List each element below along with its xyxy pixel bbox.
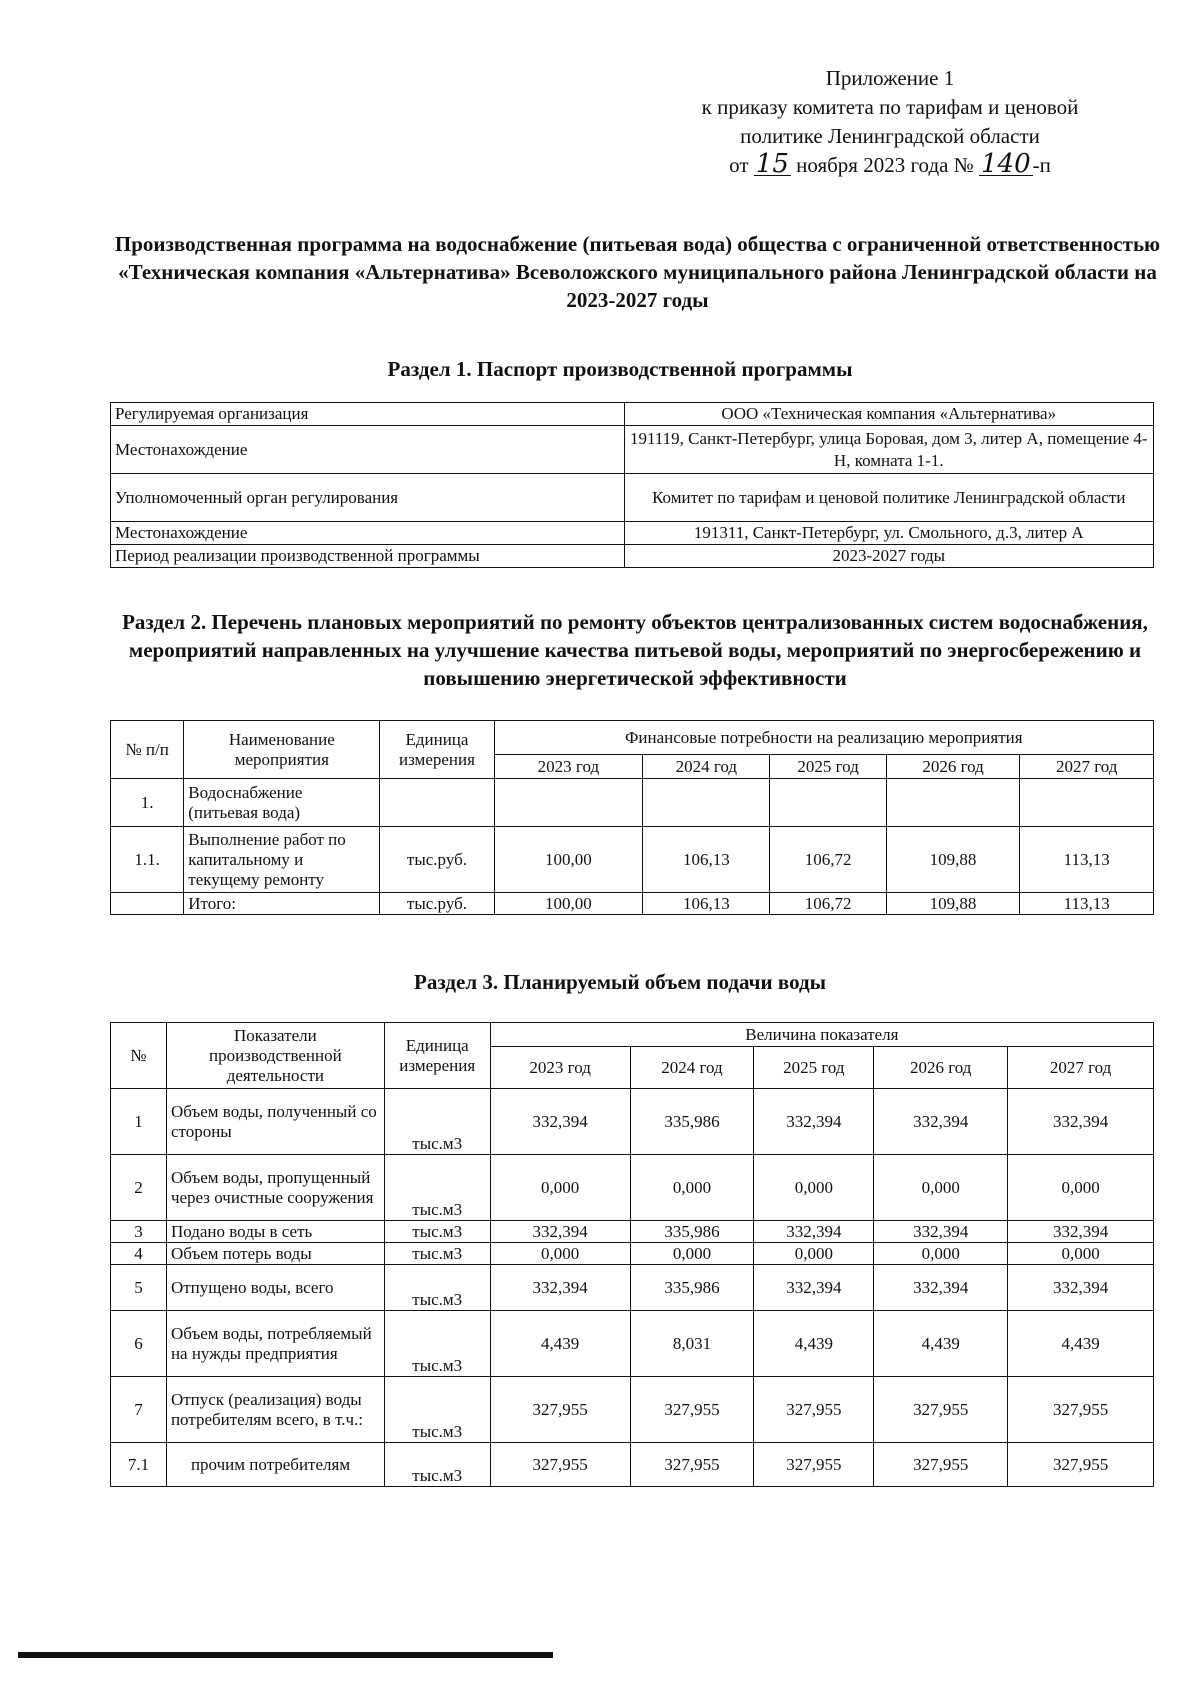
value-cell: 106,13 bbox=[643, 893, 770, 915]
unit-cell: тыс.м3 bbox=[384, 1243, 490, 1265]
unit-cell: тыс.м3 bbox=[384, 1265, 490, 1311]
value-cell: 332,394 bbox=[490, 1089, 630, 1155]
value-cell: 0,000 bbox=[490, 1155, 630, 1221]
value-cell: 332,394 bbox=[874, 1089, 1008, 1155]
value-cell: 327,955 bbox=[490, 1443, 630, 1487]
table-row bbox=[111, 1221, 1154, 1243]
year-header: 2026 год bbox=[874, 1047, 1008, 1089]
value-cell: 327,955 bbox=[874, 1377, 1008, 1443]
year-header: 2027 год bbox=[1020, 755, 1154, 779]
passport-row bbox=[111, 545, 1154, 568]
year-header: 2025 год bbox=[754, 1047, 874, 1089]
passport-label: Уполномоченный орган регулирования bbox=[111, 474, 625, 522]
value-cell: 4,439 bbox=[754, 1311, 874, 1377]
passport-value: 2023-2027 годы bbox=[624, 545, 1153, 568]
year-header: 2023 год bbox=[494, 755, 643, 779]
col-header-num: № bbox=[111, 1023, 167, 1089]
section-3-heading: Раздел 3. Планируемый объем подачи воды bbox=[414, 970, 826, 994]
value-cell: 335,986 bbox=[630, 1221, 754, 1243]
value-cell: 8,031 bbox=[630, 1311, 754, 1377]
row-number: 5 bbox=[111, 1265, 167, 1311]
appendix-line-2: к приказу комитета по тарифам и ценовой bbox=[701, 95, 1079, 119]
indicator-name: Объем потерь воды bbox=[166, 1243, 384, 1265]
year-header: 2027 год bbox=[1008, 1047, 1154, 1089]
value-cell bbox=[886, 779, 1020, 827]
value-cell: 327,955 bbox=[1008, 1377, 1154, 1443]
unit-cell: тыс.м3 bbox=[384, 1377, 490, 1443]
passport-row bbox=[111, 426, 1154, 474]
date-middle: ноября 2023 года № bbox=[796, 153, 974, 177]
value-cell: 327,955 bbox=[630, 1443, 754, 1487]
unit-cell: тыс.м3 bbox=[384, 1089, 490, 1155]
row-number: 2 bbox=[111, 1155, 167, 1221]
passport-row bbox=[111, 522, 1154, 545]
value-cell: 332,394 bbox=[874, 1265, 1008, 1311]
row-number: 6 bbox=[111, 1311, 167, 1377]
value-cell: 100,00 bbox=[494, 893, 643, 915]
value-cell: 327,955 bbox=[1008, 1443, 1154, 1487]
value-cell: 0,000 bbox=[490, 1243, 630, 1265]
row-number: 3 bbox=[111, 1221, 167, 1243]
value-cell: 4,439 bbox=[874, 1311, 1008, 1377]
passport-table bbox=[110, 402, 1154, 568]
indicator-name: Отпущено воды, всего bbox=[166, 1265, 384, 1311]
value-cell: 0,000 bbox=[1008, 1155, 1154, 1221]
passport-value: 191311, Санкт-Петербург, ул. Смольного, д.3, литер А bbox=[624, 522, 1153, 545]
value-cell: 327,955 bbox=[874, 1443, 1008, 1487]
passport-value: 191119, Санкт-Петербург, улица Боровая, дом 3, литер А, помещение 4-Н, комната 1-1. bbox=[624, 426, 1153, 474]
table-row bbox=[111, 1311, 1154, 1377]
number-suffix: -п bbox=[1032, 153, 1051, 177]
table-row bbox=[111, 779, 1154, 827]
col-header-name: Наименование мероприятия bbox=[184, 721, 380, 779]
year-header: 2025 год bbox=[770, 755, 886, 779]
value-cell: 106,13 bbox=[643, 827, 770, 893]
row-number: 7 bbox=[111, 1377, 167, 1443]
value-cell: 0,000 bbox=[874, 1243, 1008, 1265]
value-cell: 0,000 bbox=[1008, 1243, 1154, 1265]
indicator-name: Объем воды, потребляемый на нужды предприятия bbox=[166, 1311, 384, 1377]
row-number: 4 bbox=[111, 1243, 167, 1265]
water-supply-table bbox=[110, 1022, 1154, 1487]
table-row bbox=[111, 1265, 1154, 1311]
appendix-line-3: политике Ленинградской области bbox=[740, 124, 1040, 148]
appendix-line-1: Приложение 1 bbox=[825, 66, 955, 90]
passport-label: Период реализации производственной программы bbox=[111, 545, 625, 568]
order-date-line bbox=[640, 151, 1140, 180]
value-cell bbox=[770, 779, 886, 827]
scan-edge-bar bbox=[18, 1652, 553, 1658]
unit-cell: тыс.руб. bbox=[380, 893, 494, 915]
passport-label: Регулируемая организация bbox=[111, 403, 625, 426]
value-cell: 4,439 bbox=[490, 1311, 630, 1377]
unit-cell: тыс.м3 bbox=[384, 1311, 490, 1377]
col-header-financial: Финансовые потребности на реализацию мероприятия bbox=[494, 721, 1153, 755]
indicator-name: Объем воды, полученный со стороны bbox=[166, 1089, 384, 1155]
col-header-num: № п/п bbox=[111, 721, 184, 779]
value-cell: 327,955 bbox=[754, 1443, 874, 1487]
value-cell: 0,000 bbox=[630, 1155, 754, 1221]
value-cell: 327,955 bbox=[754, 1377, 874, 1443]
indicator-name: Подано воды в сеть bbox=[166, 1221, 384, 1243]
value-cell: 332,394 bbox=[754, 1221, 874, 1243]
value-cell: 332,394 bbox=[1008, 1265, 1154, 1311]
year-header: 2024 год bbox=[630, 1047, 754, 1089]
value-cell: 106,72 bbox=[770, 827, 886, 893]
value-cell: 332,394 bbox=[490, 1265, 630, 1311]
value-cell: 4,439 bbox=[1008, 1311, 1154, 1377]
year-header: 2024 год bbox=[643, 755, 770, 779]
passport-row bbox=[111, 474, 1154, 522]
unit-cell: тыс.м3 bbox=[384, 1155, 490, 1221]
activities-table bbox=[110, 720, 1154, 915]
passport-label: Местонахождение bbox=[111, 426, 625, 474]
passport-value: ООО «Техническая компания «Альтернатива» bbox=[624, 403, 1153, 426]
activity-name: Водоснабжение (питьевая вода) bbox=[184, 779, 380, 827]
value-cell: 327,955 bbox=[490, 1377, 630, 1443]
row-number bbox=[111, 893, 184, 915]
table-row bbox=[111, 1243, 1154, 1265]
passport-value: Комитет по тарифам и ценовой политике Ленинградской области bbox=[624, 474, 1153, 522]
col-header-unit: Единица измерения bbox=[384, 1023, 490, 1089]
value-cell: 0,000 bbox=[754, 1243, 874, 1265]
value-cell bbox=[1020, 779, 1154, 827]
value-cell: 332,394 bbox=[490, 1221, 630, 1243]
value-cell: 332,394 bbox=[754, 1089, 874, 1155]
col-header-value: Величина показателя bbox=[490, 1023, 1153, 1047]
indicator-name: прочим потребителям bbox=[166, 1443, 384, 1487]
section-2-heading: Раздел 2. Перечень плановых мероприятий по ремонту объектов централизованных систем водоснабжения, мероприятий направленных на улучшение качества питьевой воды, мероприятий по энергосбережению и повышению энергетической эффективности bbox=[122, 610, 1148, 690]
year-header: 2026 год bbox=[886, 755, 1020, 779]
col-header-indicator: Показатели производственной деятельности bbox=[166, 1023, 384, 1089]
value-cell: 0,000 bbox=[630, 1243, 754, 1265]
document-title: Производственная программа на водоснабжение (питьевая вода) общества с ограниченной ответственностью «Техническая компания «Альтернатива» Всеволожского муниципального района Ленинградской области на 2023-2027 годы bbox=[114, 232, 1161, 312]
value-cell bbox=[494, 779, 643, 827]
value-cell: 332,394 bbox=[1008, 1221, 1154, 1243]
value-cell: 0,000 bbox=[754, 1155, 874, 1221]
activity-name: Выполнение работ по капитальному и текущему ремонту bbox=[184, 827, 380, 893]
value-cell: 109,88 bbox=[886, 893, 1020, 915]
value-cell: 335,986 bbox=[630, 1089, 754, 1155]
handwritten-number: 140 bbox=[981, 149, 1031, 179]
section-1-heading: Раздел 1. Паспорт производственной программы bbox=[387, 357, 853, 381]
table-row bbox=[111, 827, 1154, 893]
unit-cell: тыс.м3 bbox=[384, 1221, 490, 1243]
unit-cell: тыс.руб. bbox=[380, 827, 494, 893]
row-number: 1 bbox=[111, 1089, 167, 1155]
value-cell: 332,394 bbox=[754, 1265, 874, 1311]
unit-cell: тыс.м3 bbox=[384, 1443, 490, 1487]
row-number: 7.1 bbox=[111, 1443, 167, 1487]
value-cell: 106,72 bbox=[770, 893, 886, 915]
value-cell: 0,000 bbox=[874, 1155, 1008, 1221]
table-row bbox=[111, 1089, 1154, 1155]
value-cell: 335,986 bbox=[630, 1265, 754, 1311]
passport-row bbox=[111, 403, 1154, 426]
value-cell: 332,394 bbox=[1008, 1089, 1154, 1155]
row-number: 1. bbox=[111, 779, 184, 827]
table-row bbox=[111, 1443, 1154, 1487]
value-cell: 332,394 bbox=[874, 1221, 1008, 1243]
unit-cell bbox=[380, 779, 494, 827]
activity-name: Итого: bbox=[184, 893, 380, 915]
value-cell bbox=[643, 779, 770, 827]
handwritten-day: 15 bbox=[755, 149, 789, 179]
value-cell: 113,13 bbox=[1020, 827, 1154, 893]
date-prefix: от bbox=[729, 153, 749, 177]
indicator-name: Отпуск (реализация) воды потребителям всего, в т.ч.: bbox=[166, 1377, 384, 1443]
table-row bbox=[111, 893, 1154, 915]
col-header-unit: Единица измерения bbox=[380, 721, 494, 779]
passport-label: Местонахождение bbox=[111, 522, 625, 545]
value-cell: 109,88 bbox=[886, 827, 1020, 893]
indicator-name: Объем воды, пропущенный через очистные сооружения bbox=[166, 1155, 384, 1221]
row-number: 1.1. bbox=[111, 827, 184, 893]
table-row bbox=[111, 1155, 1154, 1221]
table-row bbox=[111, 1377, 1154, 1443]
year-header: 2023 год bbox=[490, 1047, 630, 1089]
appendix-header bbox=[640, 64, 1140, 180]
value-cell: 100,00 bbox=[494, 827, 643, 893]
value-cell: 327,955 bbox=[630, 1377, 754, 1443]
value-cell: 113,13 bbox=[1020, 893, 1154, 915]
